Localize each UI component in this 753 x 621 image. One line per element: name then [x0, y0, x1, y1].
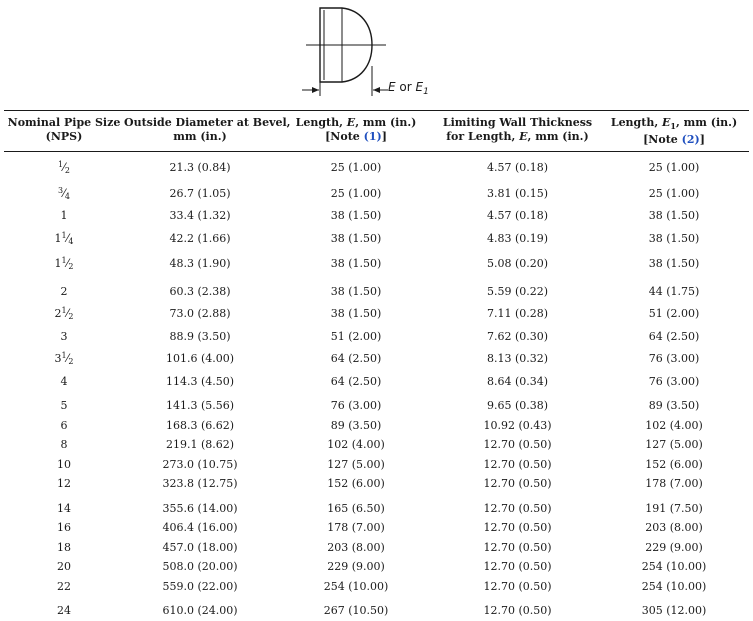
cell-length-e: 165 (6.50) [327, 501, 385, 515]
cell-outside-diameter: 101.6 (4.00) [165, 352, 235, 366]
table-row [4, 181, 749, 207]
cell-outside-diameter: 559.0 (22.00) [162, 579, 238, 593]
cell-outside-diameter: 60.3 (2.38) [169, 284, 231, 298]
cell-limiting-wall: 12.70 (0.50) [483, 560, 552, 574]
cell-nps [4, 416, 124, 436]
fraction-bar: ⁄ [66, 352, 69, 366]
label-e1-sub: 1 [423, 87, 429, 97]
cell-length-e1: 127 (5.00) [645, 438, 703, 452]
nps-whole: 12 [57, 477, 71, 491]
cell-length-e: 102 (4.00) [327, 438, 385, 452]
cell-length-e1: 76 (3.00) [648, 374, 700, 388]
cell-length-e: 267 (10.50) [323, 604, 389, 618]
cell-length-e: 64 (2.50) [330, 374, 382, 388]
cell-limiting-wall: 12.70 (0.50) [483, 501, 552, 515]
fraction-bar: ⁄ [63, 161, 65, 175]
nps-whole: 16 [57, 521, 71, 535]
cell-limiting-wall: 4.83 (0.19) [486, 231, 549, 245]
pipe-cap-diagram [0, 0, 753, 104]
cell-length-e1: 51 (2.00) [648, 307, 700, 321]
table-top-rule [4, 110, 749, 111]
cell-nps [4, 152, 124, 181]
header-length-e: Length, E, mm (in.) [Note (1)] [276, 113, 436, 152]
cell-length-e: 152 (6.00) [327, 477, 385, 491]
table-row [4, 277, 749, 302]
nps-numerator: 1 [61, 230, 67, 240]
cell-length-e1: 178 (7.00) [645, 477, 703, 491]
cell-length-e: 254 (10.00) [323, 579, 389, 593]
cell-outside-diameter: 610.0 (24.00) [162, 604, 238, 618]
cell-outside-diameter: 141.3 (5.56) [165, 399, 235, 413]
cell-limiting-wall: 4.57 (0.18) [486, 209, 549, 223]
cell-nps [4, 435, 124, 455]
cell-nps [4, 301, 124, 327]
cell-length-e: 178 (7.00) [327, 521, 385, 535]
table-row [4, 494, 749, 519]
nps-whole: 4 [60, 374, 68, 388]
cell-outside-diameter: 508.0 (20.00) [162, 560, 238, 574]
cell-limiting-wall: 12.70 (0.50) [483, 604, 552, 618]
table-row [4, 474, 749, 494]
nps-whole: 1 [54, 257, 62, 271]
cell-length-e1: 254 (10.00) [641, 560, 707, 574]
nps-whole: 2 [60, 284, 68, 298]
cell-outside-diameter: 48.3 (1.90) [169, 257, 231, 271]
cell-nps [4, 181, 124, 207]
table-row [4, 301, 749, 327]
cell-length-e1: 229 (9.00) [645, 540, 703, 554]
cell-nps [4, 474, 124, 494]
label-e: E [388, 80, 396, 94]
fraction-bar: ⁄ [66, 257, 69, 271]
cell-outside-diameter: 457.0 (18.00) [162, 540, 238, 554]
nps-whole: 18 [57, 540, 71, 554]
cell-length-e1: 38 (1.50) [648, 231, 700, 245]
cell-length-e: 38 (1.50) [330, 231, 382, 245]
nps-numerator: 1 [61, 256, 67, 266]
cell-length-e1: 203 (8.00) [645, 521, 703, 535]
cell-limiting-wall: 9.65 (0.38) [486, 399, 549, 413]
cell-length-e: 38 (1.50) [330, 257, 382, 271]
nps-numerator: 1 [57, 160, 64, 170]
nps-whole: 3 [54, 352, 62, 366]
table-row [4, 577, 749, 597]
cell-nps [4, 577, 124, 597]
note-2-link[interactable]: (2) [681, 133, 700, 147]
cell-limiting-wall: 5.59 (0.22) [486, 284, 549, 298]
nps-whole: 5 [60, 399, 68, 413]
header-length-e1: Length, $E_1$, mm (in.) [Note (2)] [599, 113, 749, 152]
nps-fraction [61, 346, 73, 372]
cell-length-e: 38 (1.50) [330, 209, 382, 223]
label-or: or [395, 80, 416, 94]
dimensions-table [4, 113, 749, 621]
cell-nps [4, 251, 124, 277]
cell-length-e1: 38 (1.50) [648, 209, 700, 223]
table-row [4, 206, 749, 226]
table-row [4, 327, 749, 347]
nps-numerator: 1 [61, 351, 67, 361]
nps-fraction [61, 251, 73, 277]
cell-limiting-wall: 8.13 (0.32) [486, 352, 549, 366]
nps-numerator: 3 [57, 185, 64, 195]
table-row [4, 455, 749, 475]
fraction-bar: ⁄ [66, 307, 69, 321]
cell-length-e1: 38 (1.50) [648, 257, 700, 271]
nps-denominator: 2 [68, 357, 74, 367]
header-outside-diameter: Outside Diameter at Bevel, mm (in.) [124, 113, 276, 152]
cell-length-e1: 254 (10.00) [641, 579, 707, 593]
cell-nps [4, 538, 124, 558]
cell-length-e1: 305 (12.00) [641, 604, 707, 618]
cell-nps [4, 372, 124, 392]
cell-length-e1: 64 (2.50) [648, 329, 700, 343]
cell-length-e: 76 (3.00) [330, 399, 382, 413]
table-row [4, 251, 749, 277]
cell-nps [4, 226, 124, 252]
nps-whole: 6 [60, 418, 68, 432]
nps-denominator: 2 [68, 312, 74, 322]
cell-length-e1: 89 (3.50) [648, 399, 700, 413]
cell-limiting-wall: 3.81 (0.15) [486, 186, 549, 200]
cell-length-e1: 25 (1.00) [648, 186, 700, 200]
label-e1: E [415, 80, 424, 94]
table-row [4, 596, 749, 621]
cell-nps [4, 455, 124, 475]
cell-nps [4, 518, 124, 538]
nps-whole: 3 [60, 329, 68, 343]
cell-outside-diameter: 21.3 (0.84) [169, 161, 231, 175]
cell-outside-diameter: 219.1 (8.62) [165, 438, 235, 452]
cell-outside-diameter: 168.3 (6.62) [165, 418, 235, 432]
nps-whole: 22 [57, 579, 71, 593]
cell-length-e: 25 (1.00) [330, 161, 382, 175]
cell-limiting-wall: 10.92 (0.43) [483, 418, 552, 432]
cell-length-e1: 152 (6.00) [645, 457, 703, 471]
nps-numerator: 1 [61, 306, 67, 316]
nps-fraction [58, 155, 70, 181]
cell-limiting-wall: 12.70 (0.50) [483, 438, 552, 452]
cell-limiting-wall: 12.70 (0.50) [483, 521, 552, 535]
nps-whole: 8 [60, 438, 68, 452]
cell-limiting-wall: 7.62 (0.30) [486, 329, 549, 343]
cell-outside-diameter: 88.9 (3.50) [169, 329, 231, 343]
nps-fraction [58, 181, 70, 207]
table-row [4, 518, 749, 538]
cell-length-e1: 191 (7.50) [645, 501, 703, 515]
cell-outside-diameter: 73.0 (2.88) [169, 307, 231, 321]
cell-outside-diameter: 26.7 (1.05) [169, 186, 231, 200]
fraction-bar: ⁄ [63, 186, 65, 200]
cell-nps [4, 206, 124, 226]
cell-limiting-wall: 8.64 (0.34) [486, 374, 549, 388]
fraction-bar: ⁄ [66, 231, 69, 245]
cell-limiting-wall: 5.08 (0.20) [486, 257, 549, 271]
nps-whole: 2 [54, 307, 62, 321]
cell-length-e: 127 (5.00) [327, 457, 385, 471]
cell-length-e1: 25 (1.00) [648, 161, 700, 175]
nps-denominator: 2 [64, 166, 71, 176]
nps-denominator: 4 [68, 236, 74, 246]
table-row [4, 226, 749, 252]
table-body [4, 152, 749, 621]
cell-nps [4, 346, 124, 372]
cell-limiting-wall: 12.70 (0.50) [483, 579, 552, 593]
cell-nps [4, 327, 124, 347]
cell-length-e1: 76 (3.00) [648, 352, 700, 366]
cell-outside-diameter: 42.2 (1.66) [169, 231, 231, 245]
cell-length-e: 203 (8.00) [327, 540, 385, 554]
note-1-link[interactable]: (1) [363, 130, 382, 143]
nps-whole: 14 [57, 501, 71, 515]
table-row [4, 416, 749, 436]
nps-whole: 20 [57, 560, 71, 574]
nps-whole: 24 [57, 604, 71, 618]
table-row [4, 538, 749, 558]
cell-length-e: 229 (9.00) [327, 560, 385, 574]
header-limiting-wall: Limiting Wall Thickness for Length, E, mm (in.) [436, 113, 599, 152]
cell-limiting-wall: 12.70 (0.50) [483, 540, 552, 554]
cell-length-e: 64 (2.50) [330, 352, 382, 366]
cell-outside-diameter: 33.4 (1.32) [169, 209, 231, 223]
cell-outside-diameter: 323.8 (12.75) [162, 477, 238, 491]
cell-limiting-wall: 12.70 (0.50) [483, 457, 552, 471]
cell-nps [4, 391, 124, 416]
cell-length-e: 25 (1.00) [330, 186, 382, 200]
table-row [4, 557, 749, 577]
cell-length-e: 38 (1.50) [330, 284, 382, 298]
cell-length-e1: 44 (1.75) [648, 284, 700, 298]
table-row [4, 391, 749, 416]
table-row [4, 435, 749, 455]
nps-denominator: 2 [68, 262, 74, 272]
cell-limiting-wall: 7.11 (0.28) [486, 307, 549, 321]
table-row [4, 152, 749, 181]
cell-nps [4, 277, 124, 302]
nps-denominator: 4 [64, 191, 71, 201]
nps-fraction [61, 301, 73, 327]
cell-limiting-wall: 12.70 (0.50) [483, 477, 552, 491]
cell-nps [4, 596, 124, 621]
cell-length-e: 38 (1.50) [330, 307, 382, 321]
table-row [4, 346, 749, 372]
header-nps: Nominal Pipe Size (NPS) [4, 113, 124, 152]
nps-whole: 1 [54, 231, 62, 245]
table-row [4, 372, 749, 392]
cap-figure [0, 0, 753, 104]
cell-limiting-wall: 4.57 (0.18) [486, 161, 549, 175]
cell-length-e1: 102 (4.00) [645, 418, 703, 432]
nps-whole: 10 [57, 457, 71, 471]
nps-whole: 1 [60, 209, 68, 223]
header-row [4, 113, 749, 152]
cell-outside-diameter: 114.3 (4.50) [165, 374, 235, 388]
cell-outside-diameter: 355.6 (14.00) [162, 501, 238, 515]
cell-nps [4, 494, 124, 519]
cell-length-e: 51 (2.00) [330, 329, 382, 343]
cell-outside-diameter: 273.0 (10.75) [162, 457, 238, 471]
cell-outside-diameter: 406.4 (16.00) [162, 521, 238, 535]
cell-length-e: 89 (3.50) [330, 418, 382, 432]
dimension-label [388, 80, 429, 97]
nps-fraction [61, 226, 73, 252]
cell-nps [4, 557, 124, 577]
